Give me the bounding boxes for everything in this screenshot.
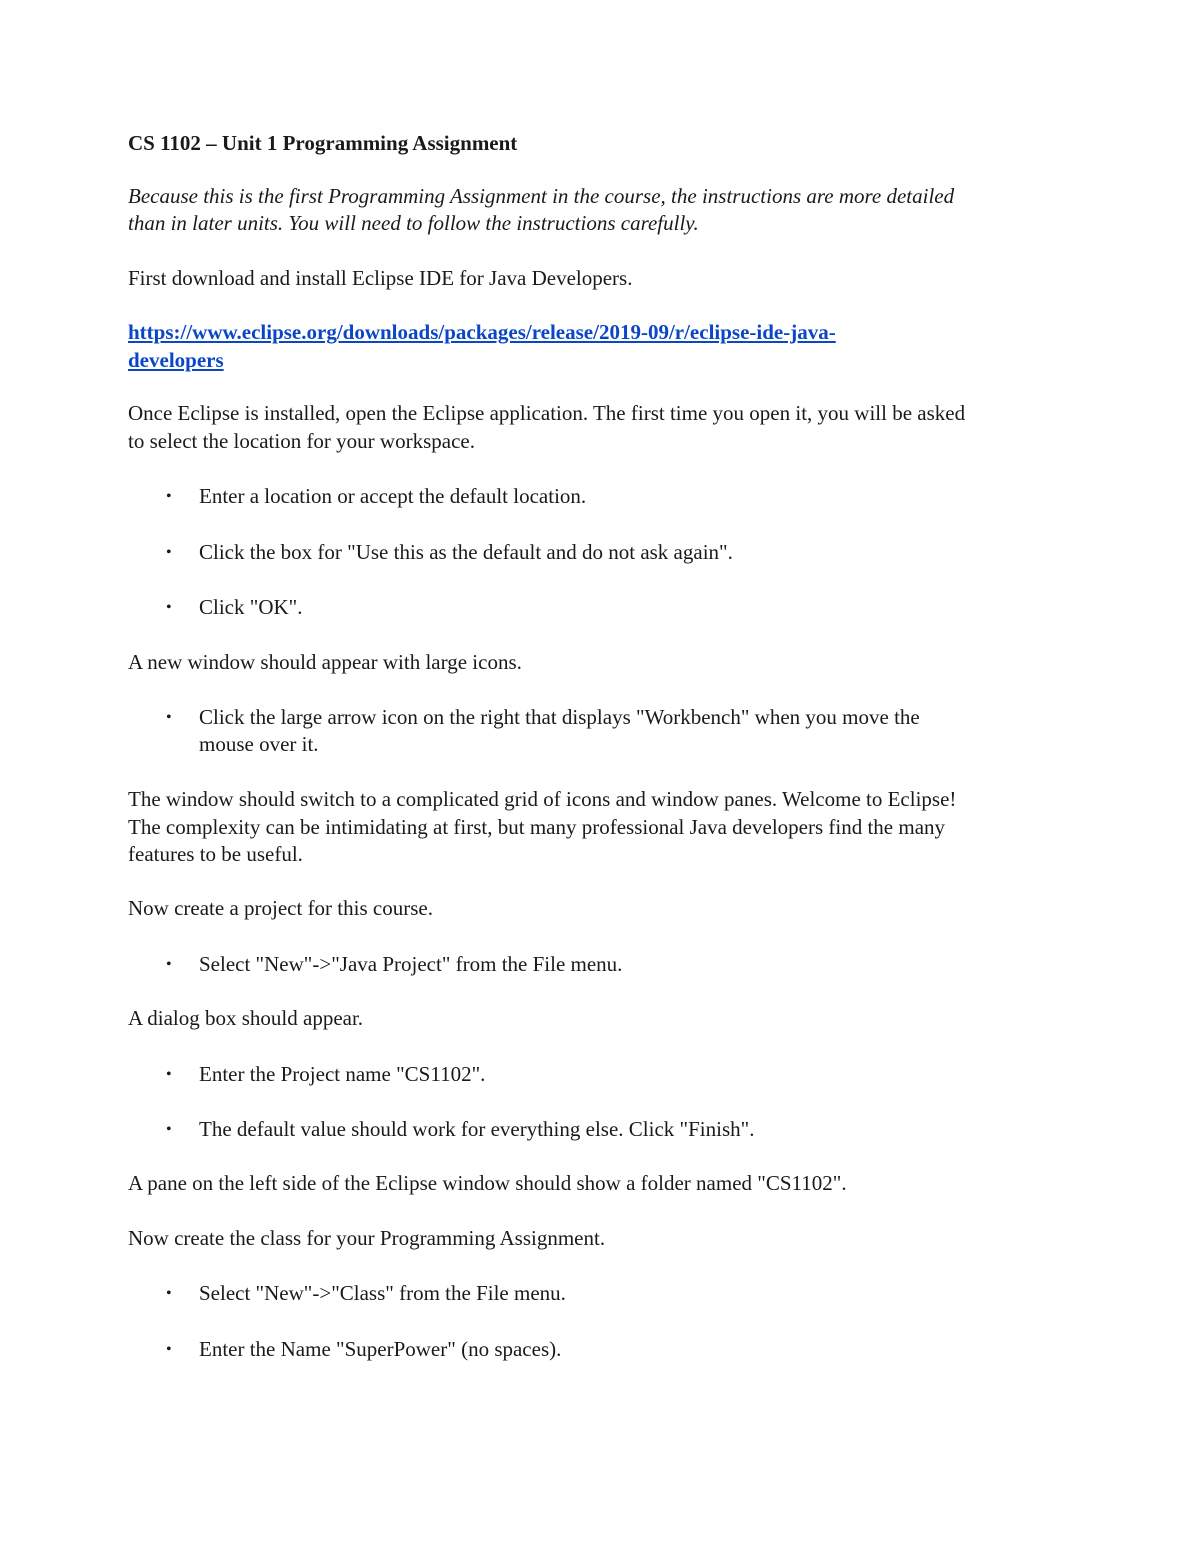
intro-line-1: Because this is the first Programming Assignment in the course, the instructions are more detailed [128,184,955,208]
list-item-text: Select "New"->"Java Project" from the File menu. [199,952,623,976]
bullet-icon: • [166,544,172,561]
list-item-text: Enter the Project name "CS1102". [199,1062,486,1086]
eclipse-download-link[interactable]: https://www.eclipse.org/downloads/packages/release/2019-09/r/eclipse-ide-java- [128,320,836,344]
list-item-text: The default value should work for everything else. Click "Finish". [199,1117,755,1141]
intro-line-2: than in later units. You will need to follow the instructions carefully. [128,211,699,235]
list-item [128,951,1073,978]
list-item [128,1336,1073,1363]
list-item [128,1116,1073,1143]
list-item [128,704,1073,758]
switch-line-1: The window should switch to a complicated grid of icons and window panes. Welcome to Eclipse! [128,787,957,811]
new-window-paragraph: A new window should appear with large icons. [128,650,522,674]
bullet-icon: • [166,1285,172,1302]
once-installed-line-2: to select the location for your workspace. [128,429,475,453]
create-project-paragraph: Now create a project for this course. [128,896,433,920]
list-item-text: Click the large arrow icon on the right that displays "Workbench" when you move the [199,705,920,729]
bullet-icon: • [166,1066,172,1083]
once-installed-line-1: Once Eclipse is installed, open the Eclipse application. The first time you open it, you will be asked [128,401,966,425]
list-item-text-continued: mouse over it. [199,732,319,756]
bullet-icon: • [166,956,172,973]
list-item-text: Enter a location or accept the default location. [199,484,587,508]
list-item [128,594,1073,621]
list-item-text: Click "OK". [199,595,303,619]
list-item [128,539,1073,566]
list-item [128,1061,1073,1088]
list-item-text: Click the box for "Use this as the default and do not ask again". [199,540,733,564]
dialog-paragraph: A dialog box should appear. [128,1006,364,1030]
switch-line-2: The complexity can be intimidating at first, but many professional Java developers find the many [128,815,946,839]
list-item-text: Enter the Name "SuperPower" (no spaces). [199,1337,562,1361]
eclipse-download-link-continued[interactable]: developers [128,348,224,372]
create-class-paragraph: Now create the class for your Programming Assignment. [128,1226,606,1250]
list-item [128,483,1073,510]
bullet-icon: • [166,709,172,726]
switch-line-3: features to be useful. [128,842,303,866]
bullet-icon: • [166,488,172,505]
pane-paragraph: A pane on the left side of the Eclipse window should show a folder named "CS1102". [128,1171,847,1195]
bullet-icon: • [166,1341,172,1358]
document-title: CS 1102 – Unit 1 Programming Assignment [128,131,518,155]
bullet-icon: • [166,599,172,616]
list-item-text: Select "New"->"Class" from the File menu. [199,1281,566,1305]
bullet-icon: • [166,1121,172,1138]
download-paragraph: First download and install Eclipse IDE for Java Developers. [128,266,633,290]
list-item [128,1280,1073,1307]
